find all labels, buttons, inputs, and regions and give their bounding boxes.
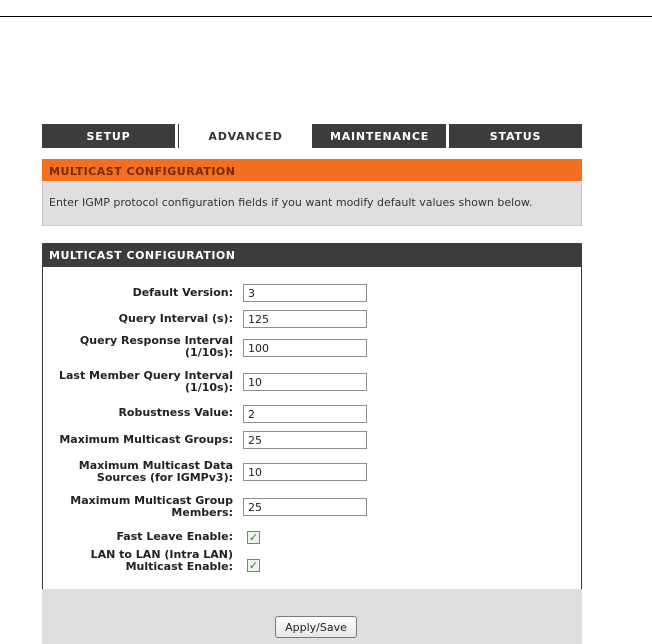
max-multicast-data-sources-label: Maximum Multicast Data Sources (for IGMPv3):: [78, 459, 233, 484]
tab-advanced[interactable]: ADVANCED: [178, 124, 313, 148]
max-multicast-groups-input[interactable]: [243, 431, 367, 449]
banner-description: Enter IGMP protocol configuration fields if you want modify default values shown below.: [42, 181, 582, 226]
lan-to-lan-multicast-checkbox[interactable]: ✓: [248, 559, 259, 572]
default-version-input[interactable]: [243, 284, 367, 302]
robustness-value-label: Robustness Value:: [118, 406, 233, 419]
robustness-value-input[interactable]: [243, 405, 367, 423]
lan-to-lan-multicast-label: LAN to LAN (Intra LAN) Multicast Enable:: [90, 548, 233, 573]
max-multicast-group-members-label: Maximum Multicast Group Members:: [70, 494, 233, 519]
query-response-interval-input[interactable]: [243, 339, 367, 357]
query-interval-input[interactable]: [243, 310, 367, 328]
top-rule: [0, 16, 652, 17]
query-interval-label: Query Interval (s):: [118, 312, 233, 325]
apply-save-button[interactable]: Apply/Save: [275, 616, 357, 638]
query-response-interval-label: Query Response Interval (1/10s):: [79, 334, 233, 359]
tab-status[interactable]: STATUS: [449, 124, 582, 148]
tab-maintenance[interactable]: MAINTENANCE: [313, 124, 449, 148]
last-member-query-interval-label: Last Member Query Interval (1/10s):: [58, 369, 233, 394]
max-multicast-data-sources-input[interactable]: [243, 463, 367, 481]
fast-leave-checkbox[interactable]: ✓: [248, 531, 259, 544]
section-title: MULTICAST CONFIGURATION: [42, 243, 582, 267]
banner-title: MULTICAST CONFIGURATION: [42, 159, 582, 181]
tab-setup[interactable]: SETUP: [42, 124, 178, 148]
multicast-form: [42, 267, 582, 589]
default-version-label: Default Version:: [132, 286, 233, 299]
last-member-query-interval-input[interactable]: [243, 373, 367, 391]
max-multicast-group-members-input[interactable]: [243, 498, 367, 516]
max-multicast-groups-label: Maximum Multicast Groups:: [59, 433, 233, 446]
nav-tabs: [42, 124, 582, 148]
fast-leave-label: Fast Leave Enable:: [116, 530, 233, 543]
